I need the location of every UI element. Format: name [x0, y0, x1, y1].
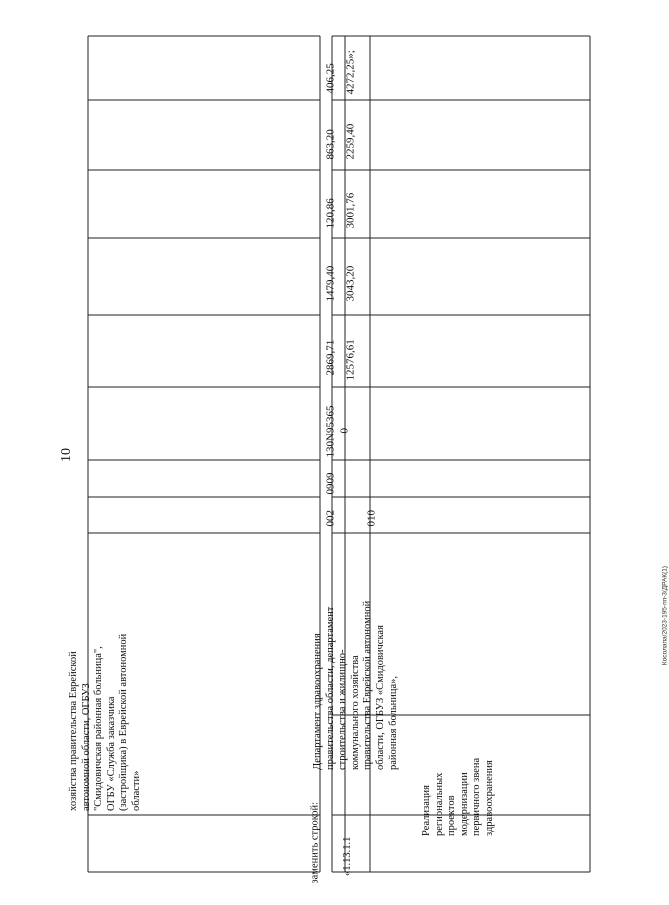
value-2024-b: 3043,20	[344, 265, 357, 302]
value-2025-a: 120,86	[324, 198, 337, 229]
value-2023-a: 2869,71	[324, 339, 337, 376]
csr-code: 130N95365	[324, 405, 337, 458]
grbs-code-2: 010	[365, 510, 378, 527]
replace-caption: заменить строкой:	[309, 801, 321, 884]
value-2025-b: 3001,76	[344, 192, 357, 229]
value-2026-b: 2259,40	[344, 123, 357, 160]
value-2026-a: 863,20	[324, 129, 337, 160]
value-2027-b: 4272,25»;	[344, 50, 357, 95]
row-executors: Департамент здравоохранения правительства области, департамент строительства и жилищно-коммунального хозяйства правительства Еврейской автономной области, ОГБУЗ «Смидовичская районная больница»,	[312, 600, 399, 770]
footer-code: Косолапа/2023-195-пп-3/ДРАК(1)	[661, 565, 669, 666]
grbs-code: 002	[324, 510, 337, 527]
row-number: «1.13.1.1	[342, 836, 353, 876]
page-number: 10	[59, 448, 74, 462]
value-2023-b: 12576,61	[344, 339, 357, 381]
value-2027-a: 406,25	[324, 63, 337, 94]
value-2024-a: 1479,40	[324, 265, 337, 302]
upper-row-executors: хозяйства правительства Еврейской автономной области, ОГБУЗ "Смидовичская районная больница", ОГБУ «Служба заказчика (застройщика) в Еврейской автономной области»	[68, 633, 142, 811]
csr-code-2: 0	[338, 428, 351, 434]
row-name: Реализация региональных проектов модернизации первичного звена здравоохранения	[421, 757, 495, 836]
rzpr-code: 0909	[324, 472, 337, 495]
